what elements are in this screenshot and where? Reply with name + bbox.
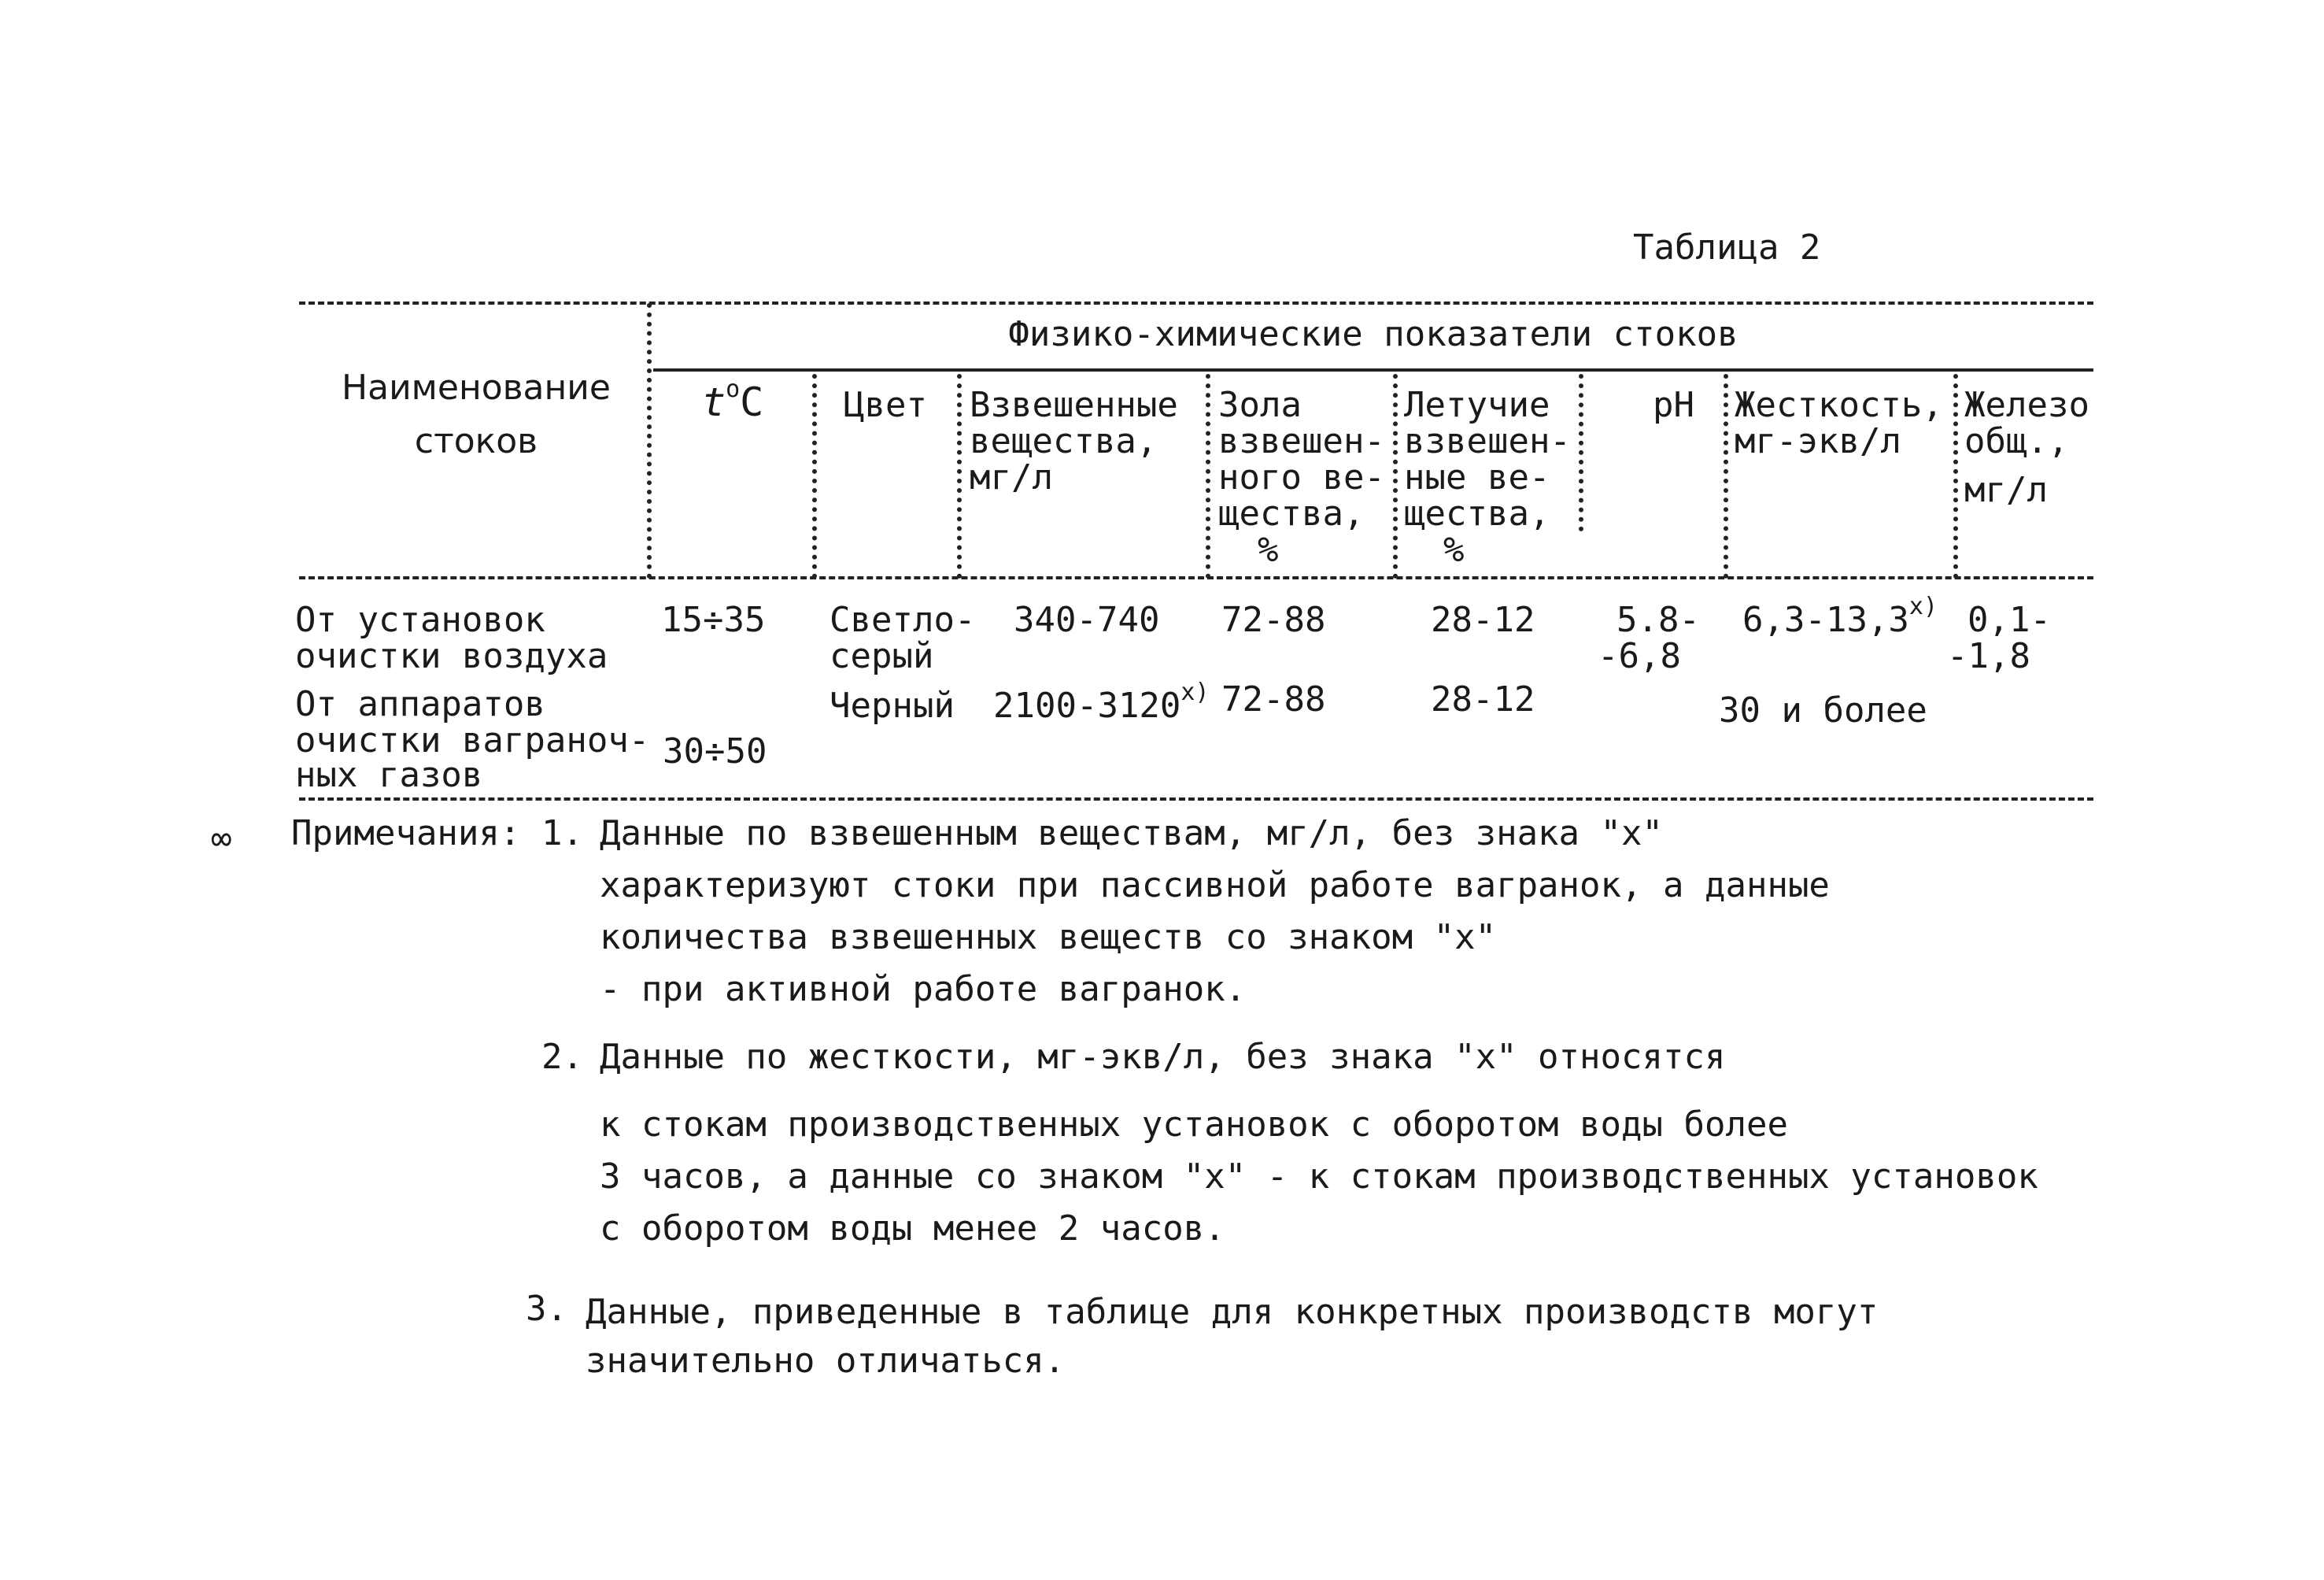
row2-ash: 72-88 [1221,679,1326,720]
row2-color: Черный [829,686,955,726]
header-temp: $t^oC$ [702,376,764,425]
row1-hardness: $6,3-13,3^{х)}$ [1742,593,1938,640]
row1-name-line2: очистки воздуха [295,636,608,676]
note1-line2: характеризуют стоки при пассивной работе вагранок, а данные [600,865,1830,905]
table-top-rule [299,302,2093,305]
header-volatile-line5: % [1443,530,1465,570]
note2-number: 2. [541,1037,583,1077]
col-separator-temp [812,374,817,579]
row2-volatile: 28-12 [1431,679,1535,720]
header-name-line1: Наименование [342,368,611,408]
row2-name-line1: От аппаратов [295,684,545,724]
header-volatile-line1: Летучие [1404,385,1550,425]
note1-line1: Данные по взвешенным веществам, мг/л, без знака "х" [600,813,1664,853]
header-color: Цвет [844,385,927,425]
row1-ph-line1: 5.8- [1616,600,1700,640]
header-iron-line2: общ., [1964,421,2069,461]
row1-suspended: 340-740 [1014,600,1160,640]
row1-volatile: 28-12 [1431,600,1535,640]
header-ash-line3: ного ве- [1218,457,1385,498]
row1-color-line2: серый [829,636,934,676]
row1-ash: 72-88 [1221,600,1326,640]
note1-line3: количества взвешенных веществ со знаком "х" [600,917,1497,957]
group-header-rule [653,368,2093,372]
note2-line3: 3 часов, а данные со знаком "х" - к стокам производственных установок [600,1156,2038,1197]
margin-mark: ∞ [211,819,232,859]
header-ash-line5: % [1258,530,1279,570]
row2-name-line2: очистки ваграноч- [295,720,650,760]
header-iron-line3: мг/л [1964,470,2048,510]
header-volatile-line2: взвешен- [1404,421,1571,461]
header-suspended-line3: мг/л [970,457,1053,498]
table-caption: Таблица 2 [1633,228,1821,268]
header-ash-line1: Зола [1218,385,1302,425]
note2-line1: Данные по жесткости, мг-экв/л, без знака "х" относятся [600,1037,1726,1077]
row1-iron-line2: -1,8 [1947,636,2030,676]
notes-label: Примечания: [291,813,521,853]
col-separator-ash [1393,374,1398,579]
col-separator-volatile [1579,374,1583,531]
row1-color-line1: Светло- [829,600,976,640]
note1-number: 1. [541,813,583,853]
note3-number: 3. [526,1289,567,1329]
header-suspended-line2: вещества, [970,421,1158,461]
row1-temp: 15÷35 [661,600,766,640]
header-iron-line1: Железо [1964,385,2089,425]
note3-line2: значительно отличаться. [586,1341,1066,1381]
row2-hardness: 30 и более [1719,690,1927,731]
group-header: Физико-химические показатели стоков [1008,314,1738,354]
row1-name-line1: От установок [295,600,545,640]
header-ash-line2: взвешен- [1218,421,1385,461]
header-volatile-line3: ные ве- [1404,457,1550,498]
header-hardness-line1: Жесткость, [1735,385,1943,425]
header-name-line2: стоков [414,421,538,461]
row2-name-line3: ных газов [295,755,483,795]
row1-iron-line1: 0,1- [1967,600,2051,640]
note3-line1: Данные, приведенные в таблице для конкретных производств могут [586,1292,1879,1332]
col-separator-name [647,303,652,579]
note2-line4: с оборотом воды менее 2 часов. [600,1208,1225,1249]
header-hardness-line2: мг-экв/л [1735,421,1901,461]
row2-suspended: $2100-3120^{х)}$ [993,679,1210,726]
col-separator-hardness [1953,374,1958,579]
note2-line2: к стокам производственных установок с оборотом воды более [600,1105,1788,1145]
header-ash-line4: щества, [1218,494,1365,534]
header-bottom-rule [299,576,2093,579]
header-volatile-line4: щества, [1404,494,1550,534]
col-separator-color [957,374,962,579]
table-bottom-rule [299,797,2093,801]
row1-ph-line2: -6,8 [1598,636,1681,676]
header-ph: pH [1653,385,1694,425]
note1-line4: - при активной работе вагранок. [600,969,1247,1009]
row2-temp: 30÷50 [663,731,767,771]
col-separator-ph [1724,374,1728,579]
col-separator-suspended [1206,374,1210,579]
header-suspended-line1: Взвешенные [970,385,1178,425]
